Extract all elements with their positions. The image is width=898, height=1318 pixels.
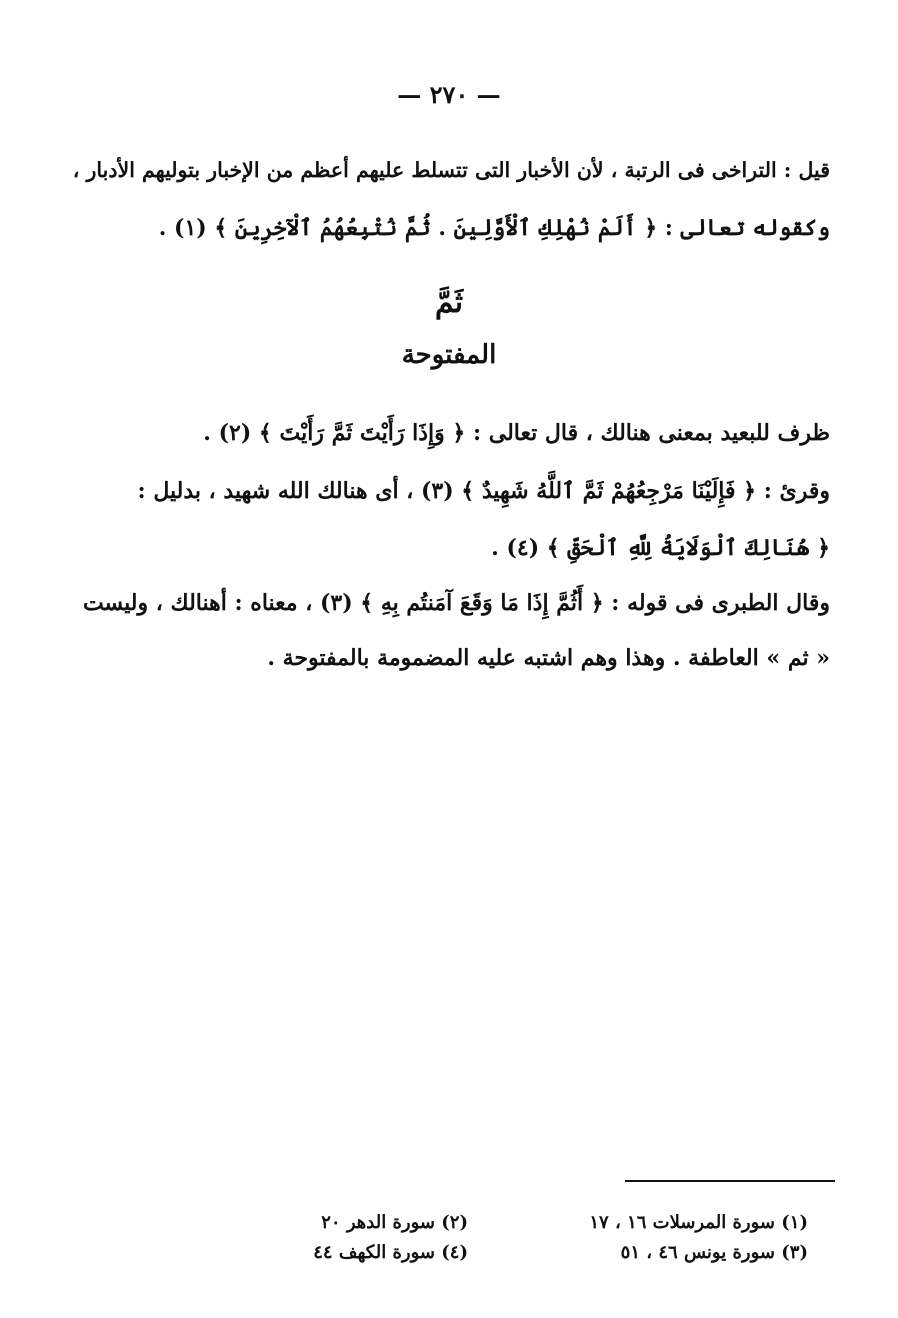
section-heading-word: ثَمَّ bbox=[434, 285, 464, 320]
body-line-4: وقرئ : ﴿ فَإِلَيْنَا مَرْجِعُهُمْ ثَمَّ ٱللَّهُ شَهِيدٌ ﴾ (٣) ، أى هنالك الله شهيد ، بدليل : bbox=[137, 478, 830, 504]
body-line-2: وكقوله تعالى : ﴿ أَلَمْ نُهْلِكِ ٱلْأَوَّلِينَ . ثُمَّ نُتْبِعُهُمُ ٱلْآخِرِينَ ﴾ (١) . bbox=[158, 215, 830, 241]
body-line-3: ظرف للبعيد بمعنى هنالك ، قال تعالى : ﴿ وَإِذَا رَأَيْتَ ثَمَّ رَأَيْتَ ﴾ (٢) . bbox=[203, 420, 830, 446]
page-number: — ٢٧٠ — bbox=[397, 80, 501, 109]
body-line-7: « ثم » العاطفة . وهذا وهم اشتبه عليه المضمومة بالمفتوحة . bbox=[267, 645, 830, 671]
footnote-divider bbox=[625, 1180, 835, 1182]
footnote-3: (٣) سورة يونس ٤٦ ، ٥١ bbox=[620, 1242, 808, 1263]
body-line-6: وقال الطبرى فى قوله : ﴿ أَثُمَّ إِذَا مَا وَقَعَ آمَنتُم بِهِ ﴾ (٣) ، معناه : أهنالك ، وليست bbox=[82, 590, 830, 616]
body-line-1: قيل : التراخى فى الرتبة ، لأن الأخبار التى تتسلط عليهم أعظم من الإخبار بتوليهم الأدبار ، bbox=[72, 158, 830, 182]
footnote-2: (٢) سورة الدهر ٢٠ bbox=[321, 1212, 468, 1233]
footnote-1: (١) سورة المرسلات ١٦ ، ١٧ bbox=[589, 1212, 808, 1233]
body-line-5: ﴿ هُنَالِكَ ٱلْوَلَايَةُ لِلَّهِ ٱلْحَقِّ ﴾ (٤) . bbox=[491, 535, 830, 561]
section-heading-subtitle: المفتوحة bbox=[401, 340, 497, 370]
footnote-4: (٤) سورة الكهف ٤٤ bbox=[313, 1242, 468, 1263]
